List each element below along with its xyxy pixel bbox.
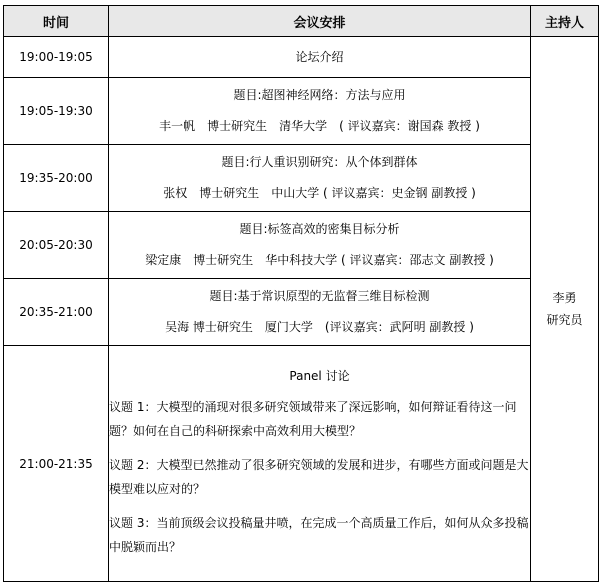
- panel-cell: [109, 346, 531, 582]
- panel-title: Panel 讨论: [289, 369, 350, 383]
- agenda-cell: [109, 279, 531, 346]
- host-cell: [531, 37, 599, 582]
- speaker-info: 吴海 博士研究生 厦门大学 (评议嘉宾：武阿明 副教授 ): [165, 320, 474, 334]
- header-time: 时间: [4, 6, 109, 37]
- panel-issue: 议题 3：当前顶级会议投稿量井喷，在完成一个高质量工作后，如何从众多投稿中脱颖而出？: [109, 516, 529, 554]
- talk-title: 论坛介绍: [295, 49, 344, 64]
- table-row: [4, 37, 599, 78]
- time-cell: 19:00-19:05: [4, 37, 109, 78]
- speaker-info: 丰一帆 博士研究生 清华大学 ( 评议嘉宾：谢国森 教授 ): [159, 119, 480, 133]
- panel-issue: 议题 2：大模型已然推动了很多研究领域的发展和进步，有哪些方面或问题是大模型难以应对的？: [109, 458, 529, 496]
- talk-title: 题目:标签高效的密集目标分析: [239, 222, 400, 236]
- host-title: 研究员: [546, 313, 583, 327]
- talk-title: 题目:行人重识别研究：从个体到群体: [221, 155, 418, 169]
- speaker-info: 张权 博士研究生 中山大学 ( 评议嘉宾：史金钢 副教授 ): [163, 186, 476, 200]
- table-row: [4, 212, 599, 279]
- agenda-cell: [109, 37, 531, 78]
- header-row: [4, 6, 599, 37]
- table-row: [4, 78, 599, 145]
- agenda-cell: [109, 78, 531, 145]
- schedule-table: [3, 5, 599, 582]
- table-row: [4, 145, 599, 212]
- time-cell: 21:00-21:35: [4, 346, 109, 582]
- table-row: [4, 279, 599, 346]
- time-cell: 19:35-20:00: [4, 145, 109, 212]
- time-cell: 20:05-20:30: [4, 212, 109, 279]
- time-cell: 19:05-19:30: [4, 78, 109, 145]
- agenda-cell: [109, 212, 531, 279]
- header-host: 主持人: [531, 6, 599, 37]
- talk-title: 题目:超图神经网络：方法与应用: [233, 88, 406, 102]
- time-cell: 20:35-21:00: [4, 279, 109, 346]
- panel-row: [4, 346, 599, 582]
- speaker-info: 梁定康 博士研究生 华中科技大学 ( 评议嘉宾：邵志文 副教授 ): [145, 253, 494, 267]
- talk-title: 题目:基于常识原型的无监督三维目标检测: [209, 289, 430, 303]
- agenda-cell: [109, 145, 531, 212]
- header-agenda: 会议安排: [109, 6, 531, 37]
- panel-issue: 议题 1：大模型的涌现对很多研究领域带来了深远影响，如何辩证看待这一问题？如何在自己的科研探索中高效利用大模型？: [109, 400, 517, 438]
- host-name: 李勇: [552, 291, 577, 305]
